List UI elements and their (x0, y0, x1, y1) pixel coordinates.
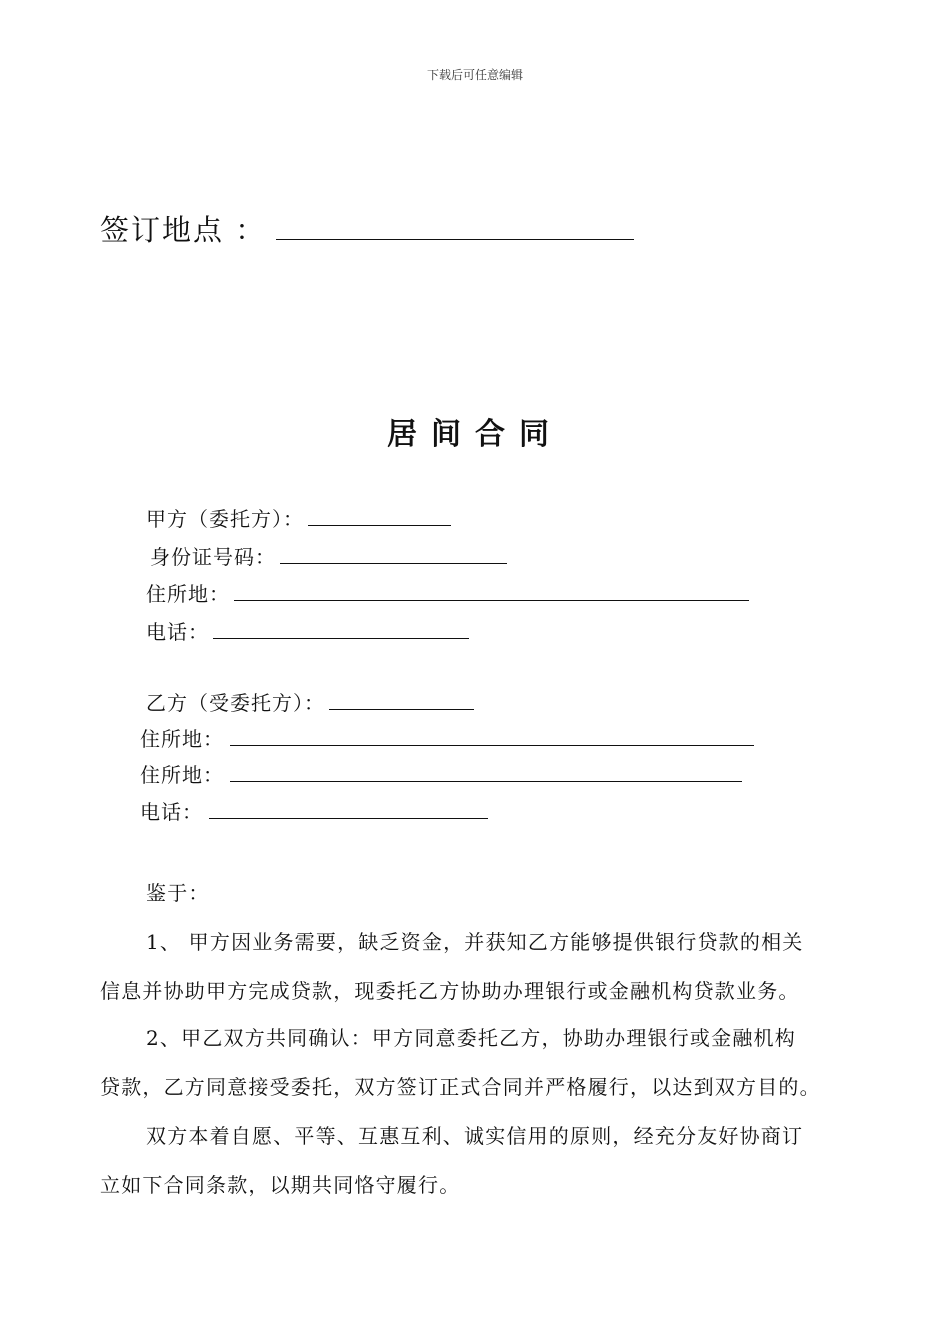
party-b-address-row-1 (140, 723, 754, 752)
party-a-id-row (150, 541, 507, 570)
party-b-address-label-1: 住所地： (140, 727, 224, 751)
clause-2-line-1: 2、甲乙双方共同确认：甲方同意委托乙方，协助办理银行或金融机构 (146, 1026, 796, 1050)
party-a-phone-label: 电话： (146, 620, 209, 644)
principle-line-1: 双方本着自愿、平等、互惠互利、诚实信用的原则，经充分友好协商订 (146, 1124, 804, 1148)
clause-1-line-1: 1、 甲方因业务需要，缺乏资金，并获知乙方能够提供银行贷款的相关 (146, 930, 804, 954)
party-b-phone-label: 电话： (140, 800, 203, 824)
party-a-address-label: 住所地： (146, 582, 230, 606)
party-b-address-blank-2[interactable] (230, 780, 742, 782)
party-b-phone-blank[interactable] (209, 817, 488, 819)
contract-title: 居间合同 (387, 417, 563, 452)
party-a-name-blank[interactable] (308, 524, 451, 526)
party-a-name-label: 甲方（委托方）： (146, 507, 304, 531)
signing-place-label: 签订地点 ： (100, 213, 267, 247)
party-b-address-row-2 (140, 759, 742, 788)
whereas-heading: 鉴于： (146, 881, 210, 905)
party-a-id-blank[interactable] (280, 562, 507, 564)
party-a-id-label: 身份证号码： (150, 545, 276, 569)
signing-place-blank[interactable] (276, 238, 634, 240)
party-b-address-label-2: 住所地： (140, 763, 224, 787)
party-a-name-row (146, 503, 451, 532)
party-a-address-blank[interactable] (234, 599, 749, 601)
party-b-name-blank[interactable] (329, 708, 474, 710)
clause-2-line-2: 贷款，乙方同意接受委托，双方签订正式合同并严格履行，以达到双方目的。 (100, 1075, 821, 1099)
clause-1-line-2: 信息并协助甲方完成贷款，现委托乙方协助办理银行或金融机构贷款业务。 (100, 979, 800, 1003)
party-a-phone-blank[interactable] (213, 637, 469, 639)
signing-place-row (100, 208, 634, 249)
header-note: 下载后可任意编辑 (426, 68, 523, 82)
party-b-address-blank-1[interactable] (230, 744, 754, 746)
party-a-phone-row (146, 616, 469, 645)
party-b-name-label: 乙方（受委托方）： (146, 691, 325, 715)
party-a-address-row (146, 578, 749, 607)
party-b-name-row (146, 687, 474, 716)
principle-line-2: 立如下合同条款，以期共同恪守履行。 (100, 1173, 461, 1197)
party-b-phone-row (140, 796, 488, 825)
